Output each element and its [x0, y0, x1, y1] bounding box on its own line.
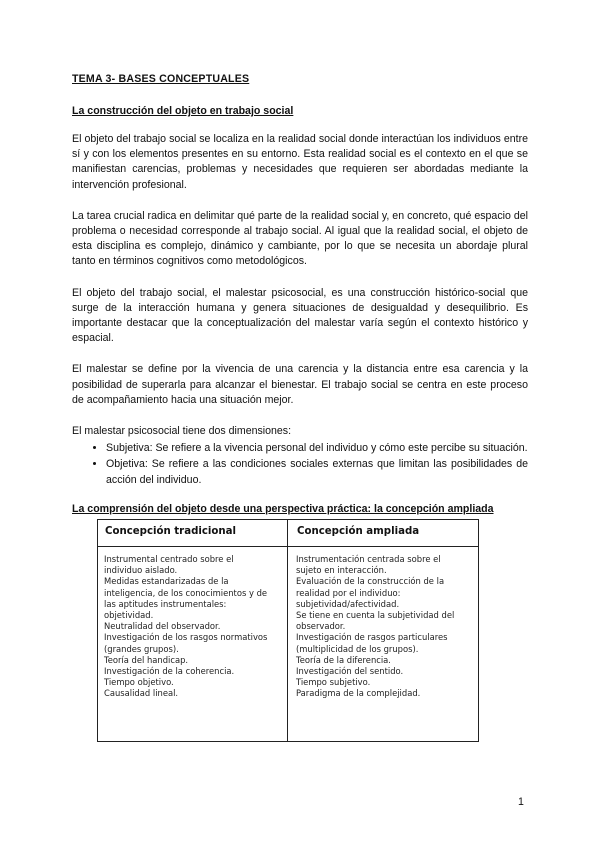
paragraph-3: El objeto del trabajo social, el malestar psicosocial, es una construcción histórico-social que surge de la interacción humana y genera situaciones de desigualdad y desequilibrio. Es importante destacar que la conceptualización del malestar varía según el contexto histórico y espacial.	[72, 286, 528, 345]
concepciones-table	[97, 519, 479, 742]
ampliada-text: Instrumentación centrada sobre el sujeto en interacción. Evaluación de la construcción de la realidad por el individuo: subjetividad/afectividad. Se tiene en cuenta la subjetividad del observador. Investigación de rasgos particulares (multiplicidad de los grupos). Teoría de la diferencia. Investigación del sentido. Tiempo subjetivo. Paradigma de la complejidad.	[296, 554, 455, 699]
table-cell-ampliada	[288, 547, 477, 741]
tradicional-text: Instrumental centrado sobre el individuo aislado. Medidas estandarizadas de la inteligencia, de los conocimientos y de las aptitudes instrumentales: objetividad. Neutralidad del observador. Investigación de los rasgos normativos (grandes grupos). Teoría del handicap. Investigación de la coherencia. Tiempo objetivo. Causalidad lineal.	[104, 554, 268, 699]
table-header-row	[98, 520, 478, 547]
page-number: 1	[518, 796, 524, 808]
table-cell-tradicional	[98, 547, 288, 741]
dimensions-list	[72, 441, 528, 488]
document-title: TEMA 3- BASES CONCEPTUALES	[72, 73, 250, 85]
paragraph-1: El objeto del trabajo social se localiza en la realidad social donde interactúan los individuos entre sí y con los elementos presentes en su entorno. Esta realidad social es el contexto en el que se manifiestan carencias, problemas y necesidades que requieren ser abordadas mediante la intervención profesional.	[72, 133, 528, 191]
table-header-ampliada: Concepción ampliada	[297, 526, 420, 537]
table-header-tradicional: Concepción tradicional	[98, 520, 288, 546]
dimensions-lead: El malestar psicosocial tiene dos dimensiones:	[72, 425, 292, 438]
section-heading-comprension: La comprensión del objeto desde una perspectiva práctica: la concepción ampliada	[72, 502, 494, 515]
dimension-subjetiva: • Subjetiva: Se refiere a la vivencia personal del individuo y cómo este percibe su situación.	[106, 441, 528, 456]
paragraph-2: La tarea crucial radica en delimitar qué parte de la realidad social y, en concreto, qué espacio del problema o necesidad corresponde al trabajo social. Al igual que la realidad social, el objeto de esta disciplina es complejo, dinámico y cambiante, por lo que se necesita un abordaje plural tanto en términos cognitivos como metodológicos.	[72, 209, 528, 268]
paragraph-4: El malestar se define por la vivencia de una carencia y la distancia entre esa carencia y la posibilidad de superarla para alcanzar el bienestar. El trabajo social se centra en este proceso de acompañamiento hacia una situación mejor.	[72, 363, 528, 406]
dimension-objetiva: • Objetiva: Se refiere a las condiciones sociales externas que limitan las posibilidades de acción del individuo.	[106, 457, 528, 487]
section-heading-construccion: La construcción del objeto en trabajo social	[72, 105, 294, 117]
document-body	[72, 72, 528, 528]
table-body-row	[98, 547, 478, 741]
